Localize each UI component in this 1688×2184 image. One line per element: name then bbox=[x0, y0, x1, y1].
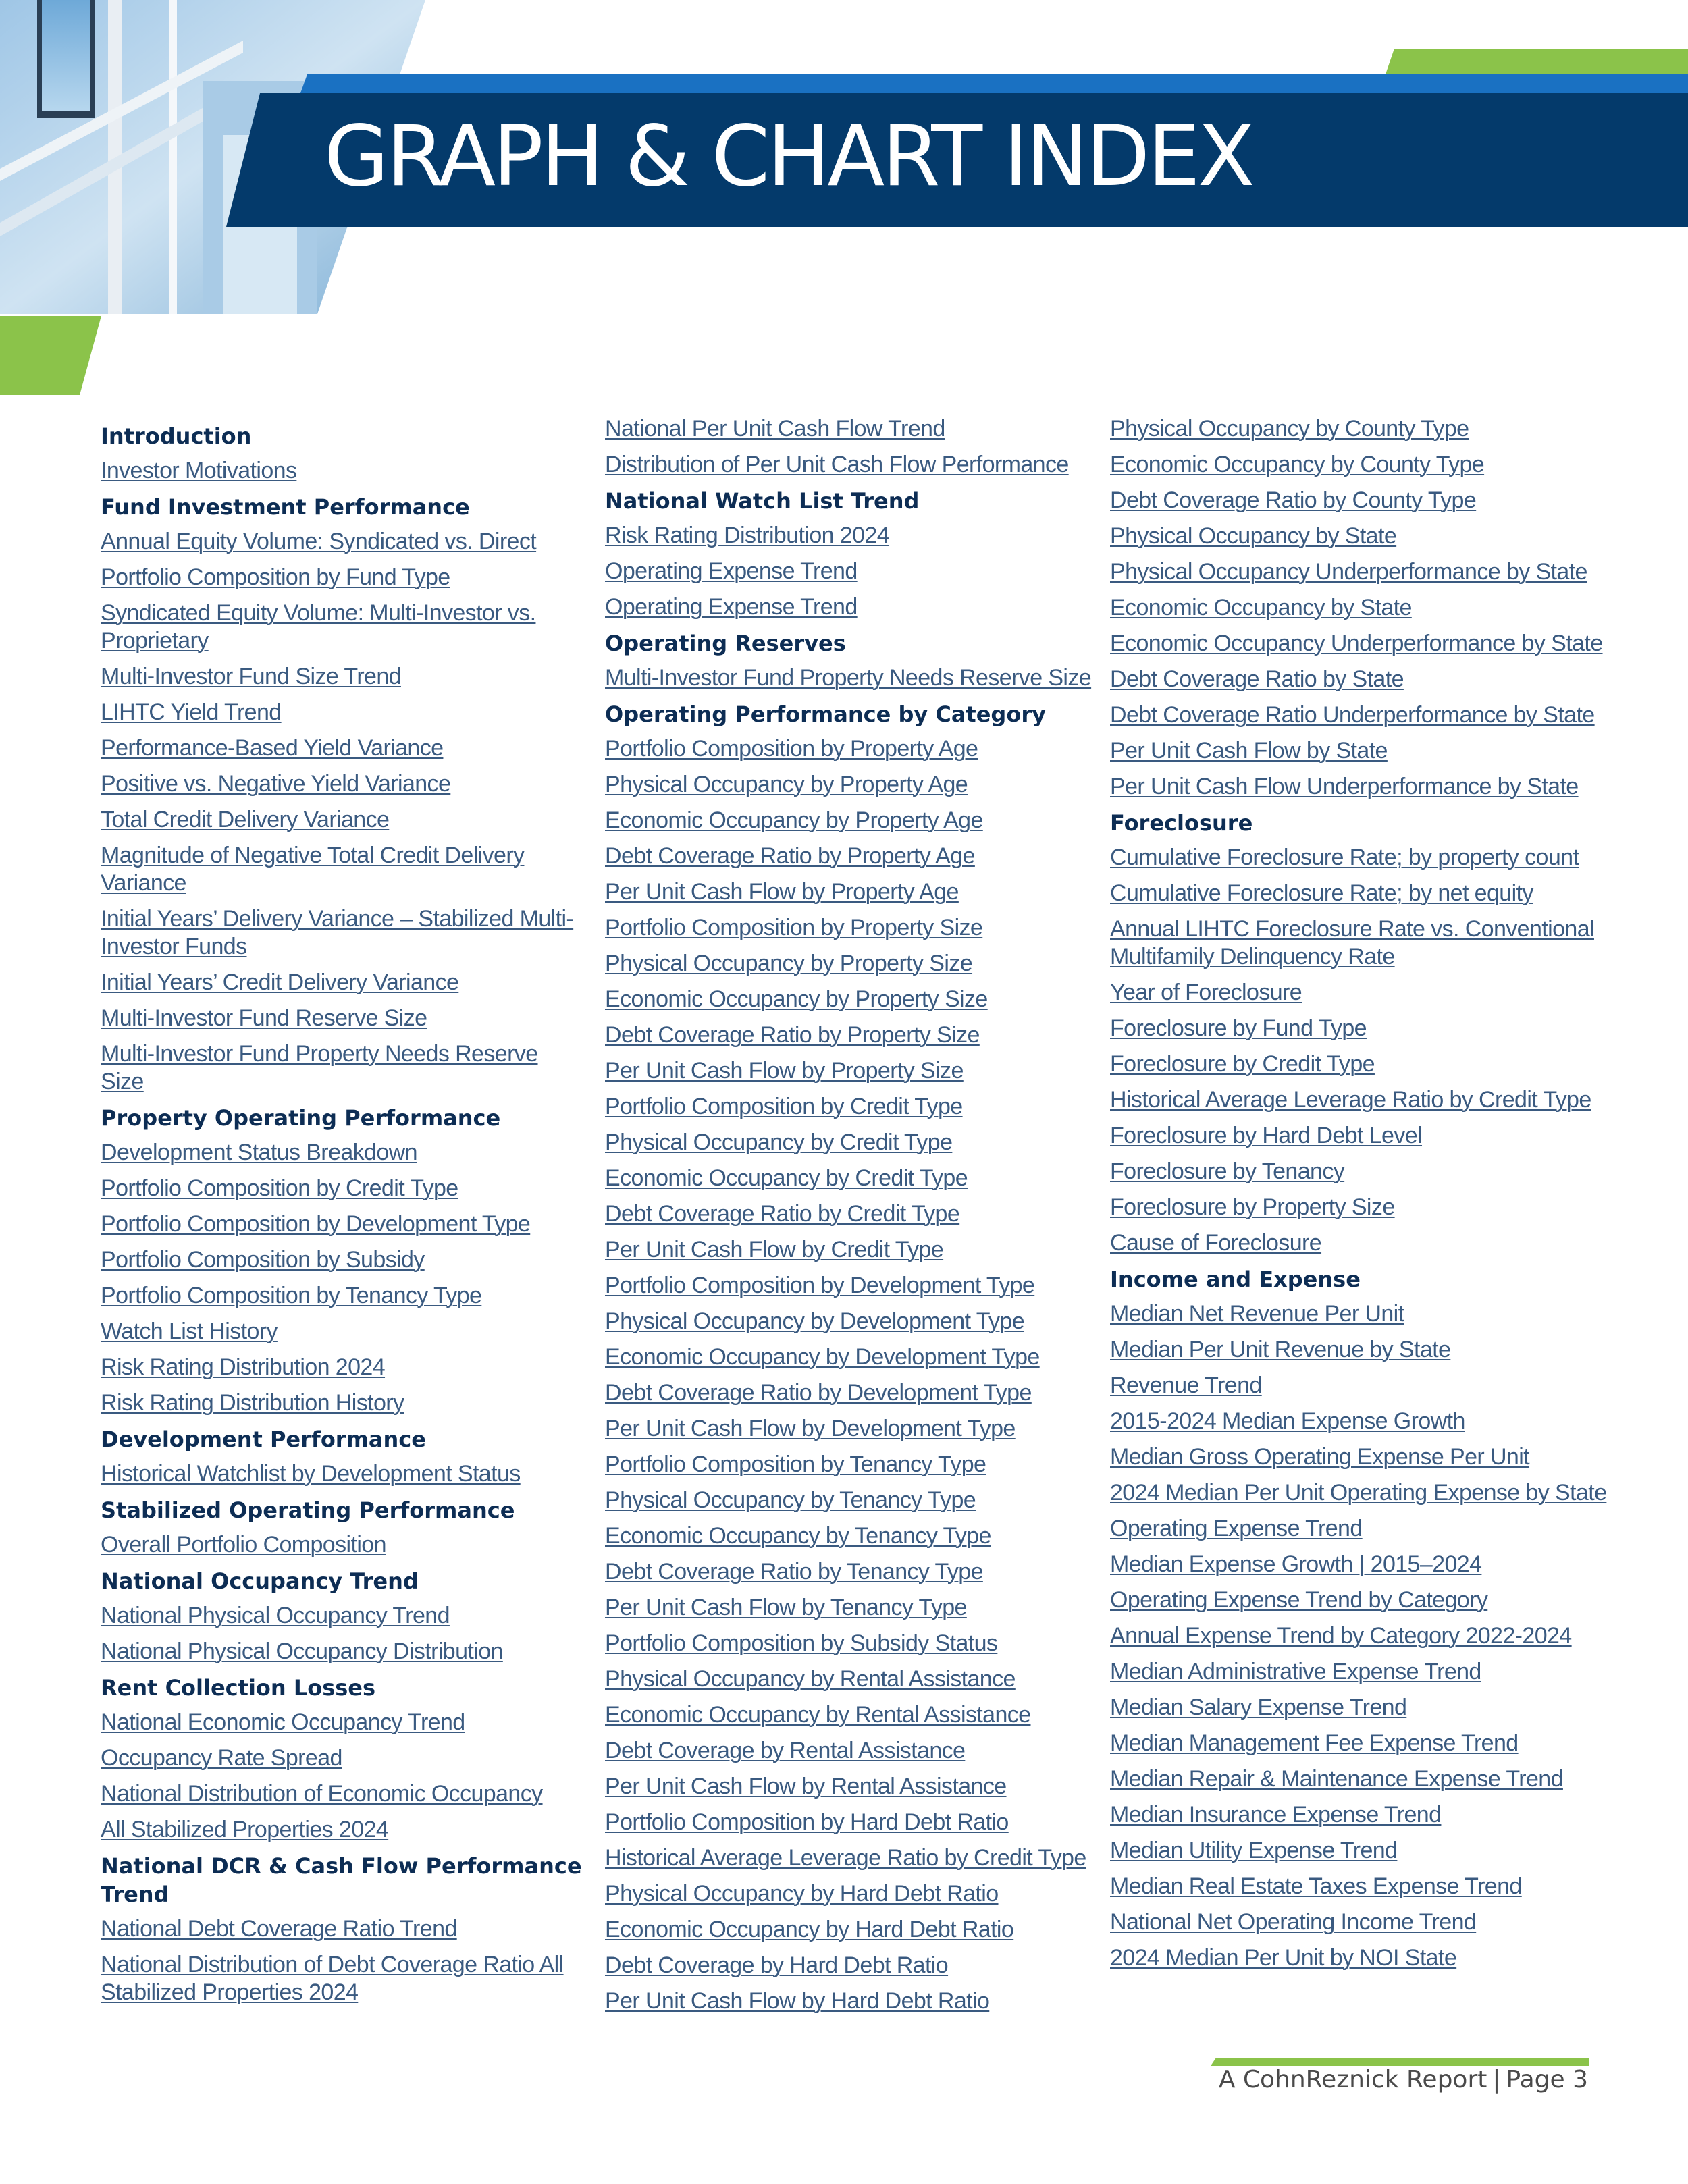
index-link[interactable]: Median Management Fee Expense Trend bbox=[1110, 1730, 1519, 1756]
index-column-1 bbox=[101, 415, 587, 2015]
index-link[interactable]: Multi-Investor Fund Reserve Size bbox=[101, 1005, 427, 1031]
index-link[interactable]: Portfolio Composition by Property Size bbox=[605, 915, 983, 940]
index-link[interactable]: Revenue Trend bbox=[1110, 1373, 1262, 1398]
section-heading: Stabilized Operating Performance bbox=[101, 1497, 515, 1523]
index-link[interactable]: Per Unit Cash Flow by Hard Debt Ratio bbox=[605, 1988, 990, 2014]
index-link[interactable]: Annual Equity Volume: Syndicated vs. Direct bbox=[101, 529, 537, 554]
index-link[interactable]: Median Net Revenue Per Unit bbox=[1110, 1301, 1404, 1327]
report-name: A CohnReznick Report bbox=[1218, 2066, 1487, 2094]
index-link[interactable]: Portfolio Composition by Fund Type bbox=[101, 564, 450, 590]
index-link[interactable]: Economic Occupancy by Property Size bbox=[605, 986, 988, 1012]
index-link[interactable]: Physical Occupancy by Property Size bbox=[605, 951, 973, 976]
index-link[interactable]: Portfolio Composition by Property Age bbox=[605, 736, 978, 762]
index-link[interactable]: Portfolio Composition by Credit Type bbox=[605, 1094, 963, 1119]
section-heading: Income and Expense bbox=[1110, 1267, 1361, 1292]
index-link[interactable]: Occupancy Rate Spread bbox=[101, 1745, 342, 1771]
index-link[interactable]: Debt Coverage by Rental Assistance bbox=[605, 1738, 966, 1763]
index-link[interactable]: Per Unit Cash Flow by Credit Type bbox=[605, 1237, 944, 1262]
index-link[interactable]: Multi-Investor Fund Property Needs Reserve Size bbox=[101, 1041, 538, 1094]
page-title: GRAPH & CHART INDEX bbox=[324, 108, 1252, 205]
index-link[interactable]: National Distribution of Economic Occupancy bbox=[101, 1781, 543, 1807]
index-link[interactable]: Initial Years’ Delivery Variance – Stabilized Multi-Investor Funds bbox=[101, 906, 574, 959]
index-link[interactable]: Foreclosure by Fund Type bbox=[1110, 1015, 1367, 1041]
index-column-2 bbox=[605, 415, 1098, 2023]
index-link[interactable]: Median Gross Operating Expense Per Unit bbox=[1110, 1444, 1530, 1470]
section-heading: Foreclosure bbox=[1110, 810, 1253, 836]
index-link[interactable]: Economic Occupancy by County Type bbox=[1110, 452, 1485, 477]
index-link[interactable]: Per Unit Cash Flow Underperformance by State bbox=[1110, 774, 1579, 799]
index-link[interactable]: Positive vs. Negative Yield Variance bbox=[101, 771, 451, 797]
index-link[interactable]: All Stabilized Properties 2024 bbox=[101, 1817, 389, 1842]
index-link[interactable]: Economic Occupancy Underperformance by State bbox=[1110, 631, 1603, 656]
index-link[interactable]: Annual Expense Trend by Category 2022-2024 bbox=[1110, 1623, 1572, 1649]
index-link[interactable]: Risk Rating Distribution 2024 bbox=[605, 523, 890, 548]
index-link[interactable]: 2015-2024 Median Expense Growth bbox=[1110, 1408, 1465, 1434]
index-link[interactable]: Portfolio Composition by Hard Debt Ratio bbox=[605, 1809, 1009, 1835]
index-link[interactable]: Per Unit Cash Flow by Tenancy Type bbox=[605, 1595, 967, 1620]
index-link[interactable]: Per Unit Cash Flow by Development Type bbox=[605, 1416, 1016, 1441]
index-link[interactable]: Historical Average Leverage Ratio by Credit Type bbox=[605, 1845, 1086, 1871]
index-link[interactable]: Economic Occupancy by Hard Debt Ratio bbox=[605, 1917, 1014, 1942]
index-link[interactable]: Debt Coverage Ratio by State bbox=[1110, 666, 1404, 692]
index-link[interactable]: Median Real Estate Taxes Expense Trend bbox=[1110, 1873, 1522, 1899]
index-link[interactable]: National Distribution of Debt Coverage Ratio All Stabilized Properties 2024 bbox=[101, 1952, 564, 2005]
index-link[interactable]: Year of Foreclosure bbox=[1110, 980, 1302, 1005]
index-link[interactable]: Cause of Foreclosure bbox=[1110, 1230, 1322, 1256]
index-link[interactable]: Foreclosure by Property Size bbox=[1110, 1194, 1395, 1220]
index-link[interactable]: Cumulative Foreclosure Rate; by net equity bbox=[1110, 880, 1533, 906]
index-link[interactable]: Per Unit Cash Flow by State bbox=[1110, 738, 1388, 764]
index-link[interactable]: Portfolio Composition by Development Type bbox=[605, 1273, 1035, 1298]
index-link[interactable]: Debt Coverage by Hard Debt Ratio bbox=[605, 1952, 949, 1978]
index-link[interactable]: 2024 Median Per Unit Operating Expense by State bbox=[1110, 1480, 1607, 1506]
index-link[interactable]: Development Status Breakdown bbox=[101, 1140, 417, 1165]
index-link[interactable]: Median Expense Growth | 2015–2024 bbox=[1110, 1551, 1482, 1577]
section-heading: Fund Investment Performance bbox=[101, 494, 470, 520]
section-heading: Operating Reserves bbox=[605, 631, 846, 656]
index-link[interactable]: Debt Coverage Ratio by Property Age bbox=[605, 843, 975, 869]
section-heading: Development Performance bbox=[101, 1427, 426, 1452]
index-link[interactable]: Foreclosure by Tenancy bbox=[1110, 1158, 1345, 1184]
index-link[interactable]: Debt Coverage Ratio by Credit Type bbox=[605, 1201, 960, 1227]
index-link[interactable]: Investor Motivations bbox=[101, 458, 297, 483]
section-heading: National DCR & Cash Flow Performance Trend bbox=[101, 1853, 582, 1907]
index-link[interactable]: Median Per Unit Revenue by State bbox=[1110, 1337, 1451, 1362]
index-link[interactable]: Economic Occupancy by State bbox=[1110, 595, 1412, 620]
index-link[interactable]: Per Unit Cash Flow by Property Age bbox=[605, 879, 959, 905]
section-heading: Introduction bbox=[101, 423, 252, 449]
index-link[interactable]: Portfolio Composition by Development Type bbox=[101, 1211, 531, 1237]
index-link[interactable]: LIHTC Yield Trend bbox=[101, 699, 282, 725]
index-link[interactable]: Physical Occupancy by Rental Assistance bbox=[605, 1666, 1016, 1692]
index-link[interactable]: Debt Coverage Ratio by Tenancy Type bbox=[605, 1559, 983, 1584]
index-link[interactable]: Median Salary Expense Trend bbox=[1110, 1695, 1407, 1720]
index-link[interactable]: Historical Watchlist by Development Status bbox=[101, 1461, 521, 1487]
index-link[interactable]: National Debt Coverage Ratio Trend bbox=[101, 1916, 457, 1942]
index-link[interactable]: Portfolio Composition by Tenancy Type bbox=[605, 1451, 986, 1477]
index-link[interactable]: Portfolio Composition by Subsidy Status bbox=[605, 1630, 998, 1656]
index-link[interactable]: National Economic Occupancy Trend bbox=[101, 1709, 465, 1735]
page-footer bbox=[1219, 2066, 1588, 2094]
index-link[interactable]: Initial Years’ Credit Delivery Variance bbox=[101, 969, 459, 995]
section-heading: Rent Collection Losses bbox=[101, 1675, 376, 1701]
index-link[interactable]: 2024 Median Per Unit by NOI State bbox=[1110, 1945, 1457, 1971]
index-link[interactable]: Syndicated Equity Volume: Multi-Investor vs. Proprietary bbox=[101, 600, 536, 654]
section-heading: National Occupancy Trend bbox=[101, 1568, 419, 1594]
green-accent-top bbox=[1386, 49, 1688, 74]
green-accent-left bbox=[0, 316, 101, 395]
page-number: Page 3 bbox=[1506, 2066, 1588, 2094]
footer-separator: | bbox=[1492, 2066, 1501, 2094]
index-link[interactable]: Magnitude of Negative Total Credit Delivery Variance bbox=[101, 843, 525, 896]
index-link[interactable]: Economic Occupancy by Rental Assistance bbox=[605, 1702, 1031, 1728]
index-link[interactable]: Operating Expense Trend bbox=[1110, 1516, 1363, 1541]
index-link[interactable]: Operating Expense Trend bbox=[605, 594, 858, 620]
index-link[interactable]: Economic Occupancy by Property Age bbox=[605, 807, 983, 833]
index-link[interactable]: Debt Coverage Ratio by Property Size bbox=[605, 1022, 980, 1048]
index-link[interactable]: Economic Occupancy by Tenancy Type bbox=[605, 1523, 991, 1549]
index-link[interactable]: Median Administrative Expense Trend bbox=[1110, 1659, 1481, 1684]
index-link[interactable]: National Per Unit Cash Flow Trend bbox=[605, 416, 945, 442]
index-link[interactable]: Historical Average Leverage Ratio by Credit Type bbox=[1110, 1087, 1591, 1113]
index-link[interactable]: Risk Rating Distribution History bbox=[101, 1390, 404, 1416]
index-link[interactable]: Economic Occupancy by Credit Type bbox=[605, 1165, 968, 1191]
index-link[interactable]: Per Unit Cash Flow by Property Size bbox=[605, 1058, 964, 1084]
index-link[interactable]: National Physical Occupancy Trend bbox=[101, 1603, 450, 1628]
index-link[interactable]: Physical Occupancy by State bbox=[1110, 523, 1397, 549]
index-link[interactable]: Physical Occupancy Underperformance by State bbox=[1110, 559, 1587, 585]
index-link[interactable]: Total Credit Delivery Variance bbox=[101, 807, 390, 832]
index-link[interactable]: National Net Operating Income Trend bbox=[1110, 1909, 1477, 1935]
index-link[interactable]: Distribution of Per Unit Cash Flow Performance bbox=[605, 452, 1069, 477]
index-column-3 bbox=[1110, 415, 1610, 1980]
index-link[interactable]: Overall Portfolio Composition bbox=[101, 1532, 386, 1557]
index-link[interactable]: Debt Coverage Ratio Underperformance by State bbox=[1110, 702, 1595, 728]
index-link[interactable]: Watch List History bbox=[101, 1319, 278, 1344]
index-link[interactable]: Portfolio Composition by Tenancy Type bbox=[101, 1283, 482, 1308]
section-heading: Operating Performance by Category bbox=[605, 701, 1046, 727]
index-link[interactable]: Debt Coverage Ratio by Development Type bbox=[605, 1380, 1032, 1406]
index-link[interactable]: Cumulative Foreclosure Rate; by property count bbox=[1110, 845, 1579, 870]
index-link[interactable]: Debt Coverage Ratio by County Type bbox=[1110, 487, 1477, 513]
index-link[interactable]: Median Repair & Maintenance Expense Trend bbox=[1110, 1766, 1563, 1792]
index-link[interactable]: Operating Expense Trend bbox=[605, 558, 858, 584]
index-link[interactable]: Median Insurance Expense Trend bbox=[1110, 1802, 1442, 1828]
index-link[interactable]: Foreclosure by Credit Type bbox=[1110, 1051, 1375, 1077]
index-link[interactable]: Economic Occupancy by Development Type bbox=[605, 1344, 1040, 1370]
index-link[interactable]: Per Unit Cash Flow by Rental Assistance bbox=[605, 1774, 1007, 1799]
section-heading: Property Operating Performance bbox=[101, 1105, 501, 1131]
section-heading: National Watch List Trend bbox=[605, 488, 920, 514]
index-link[interactable]: Operating Expense Trend by Category bbox=[1110, 1587, 1488, 1613]
index-link[interactable]: Multi-Investor Fund Property Needs Reserve Size bbox=[605, 665, 1092, 691]
index-link[interactable]: Physical Occupancy by Property Age bbox=[605, 772, 968, 797]
index-link[interactable]: Physical Occupancy by Tenancy Type bbox=[605, 1487, 976, 1513]
index-link[interactable]: Physical Occupancy by County Type bbox=[1110, 416, 1469, 442]
index-link[interactable]: Physical Occupancy by Credit Type bbox=[605, 1129, 953, 1155]
index-link[interactable]: Risk Rating Distribution 2024 bbox=[101, 1354, 386, 1380]
index-link[interactable]: Median Utility Expense Trend bbox=[1110, 1838, 1398, 1863]
blue-stripe bbox=[300, 74, 1688, 93]
index-link[interactable]: Physical Occupancy by Hard Debt Ratio bbox=[605, 1881, 999, 1907]
index-link[interactable]: Annual LIHTC Foreclosure Rate vs. Conventional Multifamily Delinquency Rate bbox=[1110, 916, 1594, 969]
index-link[interactable]: Multi-Investor Fund Size Trend bbox=[101, 664, 401, 689]
index-link[interactable]: National Physical Occupancy Distribution bbox=[101, 1639, 503, 1664]
index-link[interactable]: Foreclosure by Hard Debt Level bbox=[1110, 1123, 1423, 1148]
index-link[interactable]: Performance-Based Yield Variance bbox=[101, 735, 444, 761]
index-link[interactable]: Portfolio Composition by Credit Type bbox=[101, 1175, 458, 1201]
index-link[interactable]: Portfolio Composition by Subsidy bbox=[101, 1247, 425, 1273]
index-link[interactable]: Physical Occupancy by Development Type bbox=[605, 1308, 1025, 1334]
